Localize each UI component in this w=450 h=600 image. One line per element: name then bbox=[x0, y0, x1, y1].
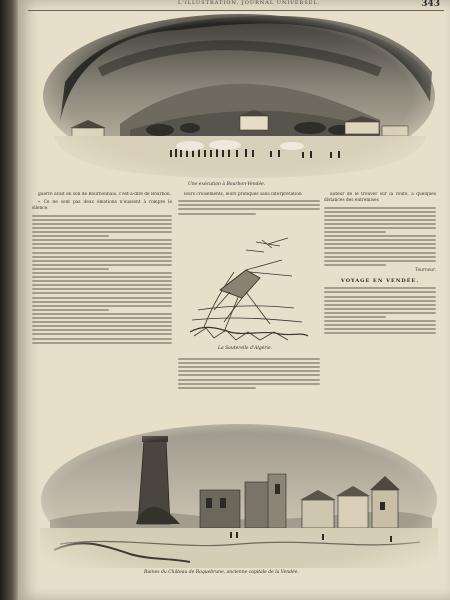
text-column-middle bbox=[178, 192, 320, 232]
text-column-right bbox=[324, 192, 436, 414]
text-column-left bbox=[32, 192, 172, 414]
page-number: 343 bbox=[421, 0, 440, 9]
section-title: VOYAGE EN VENDÉE. bbox=[340, 278, 420, 285]
grasshopper-engraving bbox=[184, 232, 312, 344]
top-figure-caption: Une exécution à Bourbon-Vendée. bbox=[188, 182, 266, 187]
execution-scene-illustration bbox=[40, 12, 438, 180]
page-header bbox=[28, 0, 444, 11]
left-column-paragraph-2: « Ce ne sont pas deux émotions n'eussent à rompre le silence. bbox=[32, 200, 172, 212]
middle-figure-caption: La Sauterelle d'Algérie. bbox=[218, 346, 273, 351]
right-column-lead: auteur de le trouver sur la route, à quelques distances des entremises bbox=[324, 192, 436, 204]
article-signature: Tourneur. bbox=[415, 267, 436, 273]
bottom-figure-caption: Ruines du Château de Roquebrune, ancienne capitale de la Vendée. bbox=[144, 570, 299, 575]
castle-ruins-illustration bbox=[40, 420, 438, 568]
bottom-engraving bbox=[40, 420, 438, 568]
header-running-title: L'ILLUSTRATION, JOURNAL UNIVERSEL. bbox=[178, 0, 321, 6]
top-engraving bbox=[40, 12, 438, 180]
newspaper-page bbox=[18, 0, 450, 600]
left-column-lead: guerre avait en son de Bourbonnais, c'est-à-dire de Bourbon. bbox=[38, 192, 171, 197]
grasshopper-illustration bbox=[184, 232, 312, 344]
text-column-middle-lower bbox=[178, 356, 320, 414]
middle-column-lead: leurs croisements, leurs pratiques sans interprétation bbox=[184, 192, 302, 197]
